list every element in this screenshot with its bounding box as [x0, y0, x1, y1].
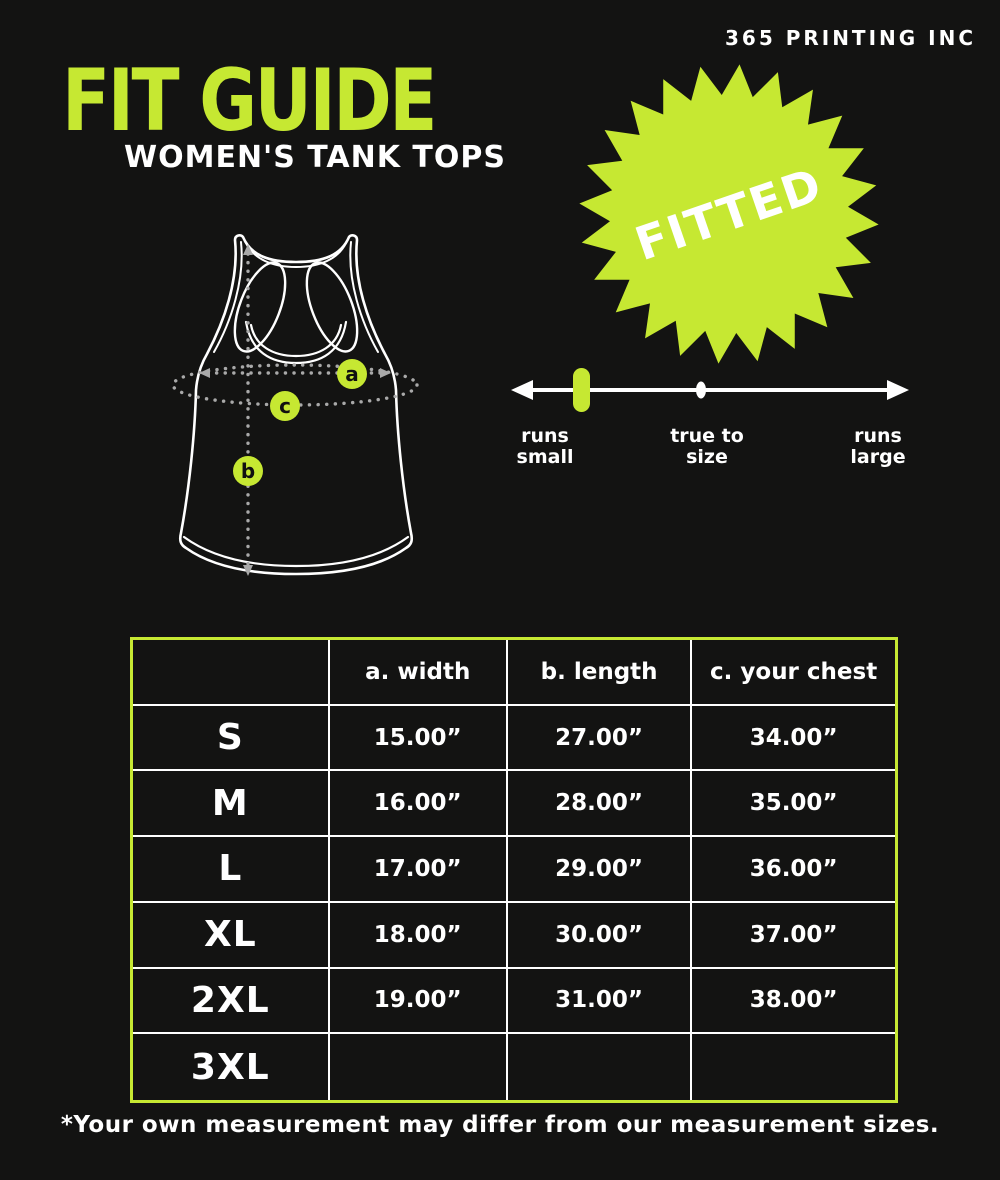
width-cell	[330, 1034, 508, 1100]
scale-label-runs-small: runs small	[516, 425, 574, 468]
chest-cell: 36.00”	[692, 837, 895, 903]
measure-markers	[233, 359, 367, 486]
fit-position-marker	[573, 368, 590, 412]
length-cell	[508, 1034, 692, 1100]
chest-cell: 35.00”	[692, 771, 895, 837]
table-header-chest: c. your chest	[692, 640, 895, 706]
length-cell: 30.00”	[508, 903, 692, 969]
table-header-width: a. width	[330, 640, 508, 706]
width-cell: 15.00”	[330, 706, 508, 772]
length-cell: 27.00”	[508, 706, 692, 772]
size-table	[130, 637, 898, 1103]
scale-label-true-to-size: true to size	[670, 425, 744, 468]
tank-top-diagram	[150, 228, 470, 592]
fit-scale-axis	[505, 360, 915, 422]
width-cell: 18.00”	[330, 903, 508, 969]
page-title: FIT GUIDE	[62, 51, 436, 151]
fitted-badge-label: FITTED	[628, 156, 830, 272]
marker-c-label: c	[279, 394, 291, 418]
marker-b-label: b	[240, 459, 256, 483]
size-cell: L	[133, 837, 330, 903]
size-cell: 3XL	[133, 1034, 330, 1100]
arrow-left-icon	[511, 380, 533, 400]
chest-cell	[692, 1034, 895, 1100]
marker-a-label: a	[345, 362, 359, 386]
length-cell: 29.00”	[508, 837, 692, 903]
tank-top-illustration	[150, 228, 470, 592]
table-header-length: b. length	[508, 640, 692, 706]
fitted-badge	[575, 60, 883, 368]
footnote: *Your own measurement may differ from our measurement sizes.	[60, 1112, 940, 1138]
center-tick-dot	[696, 382, 706, 399]
scale-label-runs-large: runs large	[850, 425, 906, 468]
page-subtitle: WOMEN'S TANK TOPS	[124, 140, 506, 175]
brand-name: 365 PRINTING INC	[724, 26, 976, 50]
length-cell: 28.00”	[508, 771, 692, 837]
width-cell: 17.00”	[330, 837, 508, 903]
size-cell: 2XL	[133, 969, 330, 1035]
chest-cell: 37.00”	[692, 903, 895, 969]
table-header-size	[133, 640, 330, 706]
length-cell: 31.00”	[508, 969, 692, 1035]
chest-cell: 38.00”	[692, 969, 895, 1035]
size-cell: M	[133, 771, 330, 837]
fit-scale	[505, 360, 915, 485]
size-cell: XL	[133, 903, 330, 969]
chest-cell: 34.00”	[692, 706, 895, 772]
arrow-right-icon	[887, 380, 909, 400]
width-cell: 16.00”	[330, 771, 508, 837]
width-cell: 19.00”	[330, 969, 508, 1035]
size-cell: S	[133, 706, 330, 772]
